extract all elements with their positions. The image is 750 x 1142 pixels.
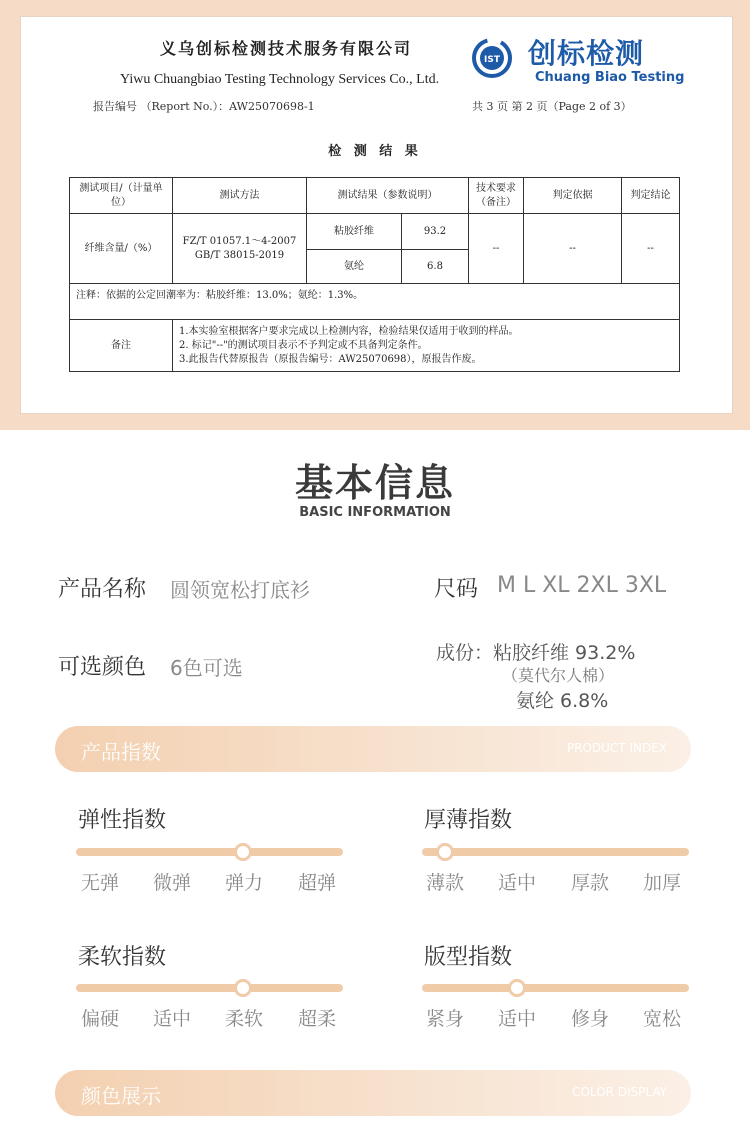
remark-line-3: 3.此报告代替原报告（原报告编号：AW25070698），原报告作废。 xyxy=(179,353,482,365)
thickness-tick-1: 薄款 xyxy=(425,872,464,894)
basic-info-subtitle: BASIC INFORMATION xyxy=(299,505,451,520)
elasticity-tick-2: 微弹 xyxy=(152,872,191,894)
softness-track xyxy=(76,984,343,992)
test-result-table xyxy=(69,177,680,372)
brand-name-cn: 创标检测 xyxy=(528,37,645,70)
header-conclusion: 判定结论 xyxy=(622,178,680,214)
softness-slider-knob[interactable] xyxy=(234,979,252,997)
color-option-label: 可选颜色 xyxy=(58,655,147,680)
test-result-title: 检 测 结 果 xyxy=(328,144,422,159)
color-display-subtitle: COLOR DISPLAY xyxy=(572,1085,667,1099)
softness-tick-2: 适中 xyxy=(152,1008,191,1030)
color-option-value: 6色可选 xyxy=(170,656,243,680)
product-name-label: 产品名称 xyxy=(58,577,147,602)
color-display-title: 颜色展示 xyxy=(81,1084,161,1108)
method-line-2: GB/T 38015-2019 xyxy=(194,249,285,261)
product-index-banner xyxy=(55,726,691,772)
product-index-title: 产品指数 xyxy=(81,740,161,764)
fit-slider-knob[interactable] xyxy=(508,979,526,997)
fit-tick-4: 宽松 xyxy=(642,1008,681,1030)
company-name-cn: 义乌创标检测技术服务有限公司 xyxy=(160,39,413,58)
row-basis: -- xyxy=(524,214,622,284)
header-requirement: 技术要求（备注） xyxy=(469,178,524,214)
fit-tick-1: 紧身 xyxy=(425,1008,464,1030)
logo-text: IST xyxy=(484,55,500,65)
thickness-tick-4: 加厚 xyxy=(642,872,681,894)
elasticity-index-title: 弹性指数 xyxy=(78,808,167,833)
softness-index-title: 柔软指数 xyxy=(78,945,167,970)
thickness-tick-2: 适中 xyxy=(497,872,536,894)
company-name-en: Yiwu Chuangbiao Testing Technology Services Co., Ltd. xyxy=(120,72,440,87)
composition-line-2: （莫代尔人棉） xyxy=(502,666,615,685)
elasticity-tick-4: 超弹 xyxy=(297,872,336,894)
fit-track xyxy=(422,984,689,992)
remark-label: 备注 xyxy=(70,320,173,372)
elasticity-track xyxy=(76,848,343,856)
fiber-name-2: 氨纶 xyxy=(307,250,402,284)
header-basis: 判定依据 xyxy=(524,178,622,214)
fit-tick-3: 修身 xyxy=(570,1008,609,1030)
row-item: 纤维含量/（%） xyxy=(70,214,173,284)
elasticity-tick-1: 无弹 xyxy=(80,872,119,894)
color-display-banner xyxy=(55,1070,691,1116)
row-requirement: -- xyxy=(469,214,524,284)
blank-row xyxy=(70,308,680,320)
thickness-track xyxy=(422,848,689,856)
remark-line-2: 2. 标记"--"的测试项目表示不予判定或不具备判定条件。 xyxy=(179,339,428,351)
row-method xyxy=(173,214,307,284)
moisture-note: 注释：依据的公定回潮率为：粘胶纤维：13.0%；氨纶：1.3%。 xyxy=(70,284,680,308)
fiber-name-1: 粘胶纤维 xyxy=(307,214,402,250)
elasticity-slider-knob[interactable] xyxy=(234,843,252,861)
report-number: 报告编号 （Report No.）：AW25070698-1 xyxy=(93,100,315,113)
row-conclusion: -- xyxy=(622,214,680,284)
basic-info-title: 基本信息 xyxy=(294,461,455,505)
composition-line-3: 氨纶 6.8% xyxy=(516,690,609,712)
ist-logo-icon xyxy=(472,38,512,78)
remark-line-1: 1.本实验室根据客户要求完成以上检测内容，检验结果仅适用于收到的样品。 xyxy=(179,325,519,337)
elasticity-tick-3: 弹力 xyxy=(224,872,263,894)
thickness-tick-3: 厚款 xyxy=(570,872,609,894)
fiber-value-2: 6.8 xyxy=(402,250,469,284)
product-index-subtitle: PRODUCT INDEX xyxy=(566,741,667,755)
fit-tick-2: 适中 xyxy=(497,1008,536,1030)
size-label: 尺码 xyxy=(434,577,479,602)
page-info: 共 3 页 第 2 页（Page 2 of 3） xyxy=(472,100,632,113)
header-result: 测试结果（参数说明） xyxy=(307,178,469,214)
composition-line-1: 成份：粘胶纤维 93.2% xyxy=(436,642,636,664)
fit-index-title: 版型指数 xyxy=(424,945,513,970)
softness-tick-3: 柔软 xyxy=(224,1008,263,1030)
thickness-index-title: 厚薄指数 xyxy=(424,808,513,833)
header-item: 测试项目/（计量单位） xyxy=(70,178,173,214)
method-line-1: FZ/T 01057.1～4-2007 xyxy=(182,235,297,247)
brand-name-en: Chuang Biao Testing xyxy=(535,70,685,85)
softness-tick-1: 偏硬 xyxy=(80,1008,119,1030)
header-method: 测试方法 xyxy=(173,178,307,214)
thickness-slider-knob[interactable] xyxy=(436,843,454,861)
size-value: M L XL 2XL 3XL xyxy=(497,573,667,598)
product-name-value: 圆领宽松打底衫 xyxy=(170,578,310,602)
softness-tick-4: 超柔 xyxy=(297,1008,336,1030)
remark-content xyxy=(173,320,680,372)
fiber-value-1: 93.2 xyxy=(402,214,469,250)
